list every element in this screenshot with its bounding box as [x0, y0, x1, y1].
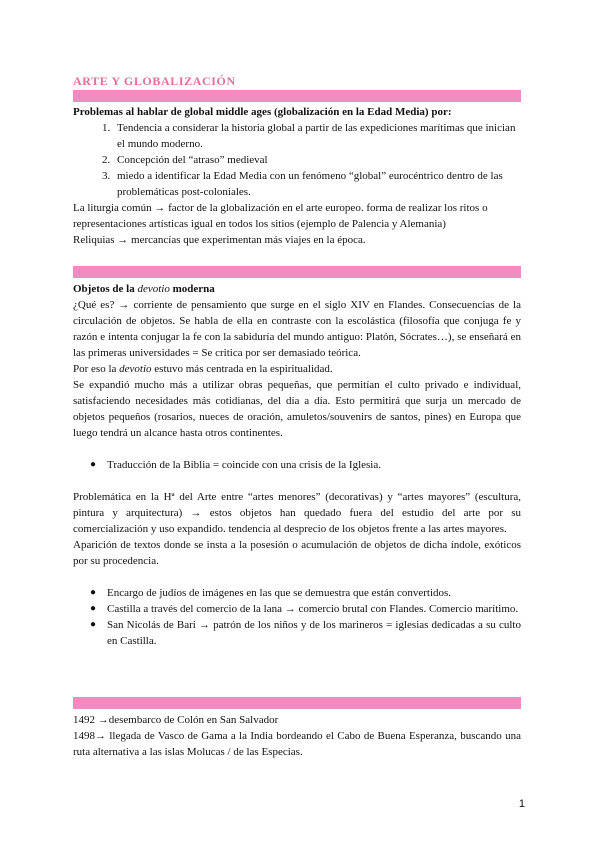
list-item: 3. miedo a identificar la Edad Media con un fenómeno “global” eurocéntrico dentro de las problemáticas post-coloniales.	[113, 168, 521, 200]
paragraph: Se expandió mucho más a utilizar obras pequeñas, que permitían el culto privado e individual, satisfaciendo necesidades más cotidianas, del día a día. Esto permitirá que surja un mercado de objetos pequeños (rosarios, nueces de oración, amuletos/souvenirs de santos, pines) en Europa que luego tendrá un alcance hasta otros continentes.	[73, 379, 521, 439]
section-heading: Objetos de la devotio moderna	[73, 283, 215, 295]
list-item: 2. Concepción del “atraso” medieval	[113, 152, 521, 168]
paragraph: Problemática en la Hª del Arte entre “artes menores” (decorativas) y “artes mayores” (escultura, pintura y arquitectura) → estos objetos han quedado fuera del estudio del arte por su comercialización y uso expandido. tendencia al desprecio de los objetos frente a las artes mayores.	[73, 491, 521, 535]
paragraph: Reliquias → mercancías que experimentan más viajes en la época.	[73, 234, 366, 246]
page-title: ARTE Y GLOBALIZACIÓN	[73, 74, 236, 88]
bullet-list	[73, 457, 521, 473]
list-item: ● San Nicolás de Bari → patrón de los niños y de los marineros = iglesias dedicadas a su culto en Castilla.	[90, 619, 521, 647]
section-globalization	[73, 104, 521, 248]
bullet-icon: ●	[90, 587, 97, 598]
bullet-list	[73, 585, 521, 649]
section-divider-band	[73, 90, 521, 102]
section-devotio-moderna	[73, 281, 521, 649]
numbered-list	[73, 120, 521, 200]
paragraph: 1492 →desembarco de Colón en San Salvador	[73, 714, 279, 726]
list-item: ● Encargo de judíos de imágenes en las que se demuestra que están convertidos.	[90, 587, 452, 599]
list-item: 1. Tendencia a considerar la historia global a partir de las expediciones marítimas que inician el mundo moderno.	[113, 120, 521, 152]
paragraph: ¿Qué es? → corriente de pensamiento que surge en el siglo XIV en Flandes. Consecuencias de la circulación de objetos. Se habla de ella en contraste con la escolástica (filosofía que conjuga fe y razón e intenta conjugar la fe con la sabiduría del mundo antiguo: Platón, Sócrates…), se enseñará en las primeras universidades = Se critica por ser demasiado teórica.	[73, 299, 521, 359]
list-item: ● Traducción de la Biblia = coincide con una crisis de la Iglesia.	[90, 459, 381, 471]
paragraph: Por eso la devotio estuvo más centrada en la espiritualidad.	[73, 363, 333, 375]
bullet-icon: ●	[90, 619, 97, 630]
list-item: ● Castilla a través del comercio de la lana → comercio brutal con Flandes. Comercio marítimo.	[90, 603, 519, 615]
section-expeditions	[73, 712, 521, 760]
section-divider-band	[73, 697, 521, 709]
paragraph: Aparición de textos donde se insta a la posesión o acumulación de objetos de dicha índole, exóticos por su procedencia.	[73, 539, 521, 567]
page-number: 1	[518, 798, 525, 810]
bullet-icon: ●	[90, 603, 97, 614]
paragraph: La liturgia común → factor de la globalización en el arte europeo. forma de realizar los ritos o representaciones artísticas igual en todos los sitios (ejemplo de Palencia y Alemania)	[73, 202, 488, 230]
paragraph: 1498→ llegada de Vasco de Gama a la India bordeando el Cabo de Buena Esperanza, buscando una ruta alternativa a las islas Molucas / de las Especias.	[73, 730, 521, 758]
section-divider-band	[73, 266, 521, 278]
bullet-icon: ●	[90, 459, 97, 470]
section-heading: Problemas al hablar de global middle ages (globalización en la Edad Media) por:	[73, 106, 452, 118]
